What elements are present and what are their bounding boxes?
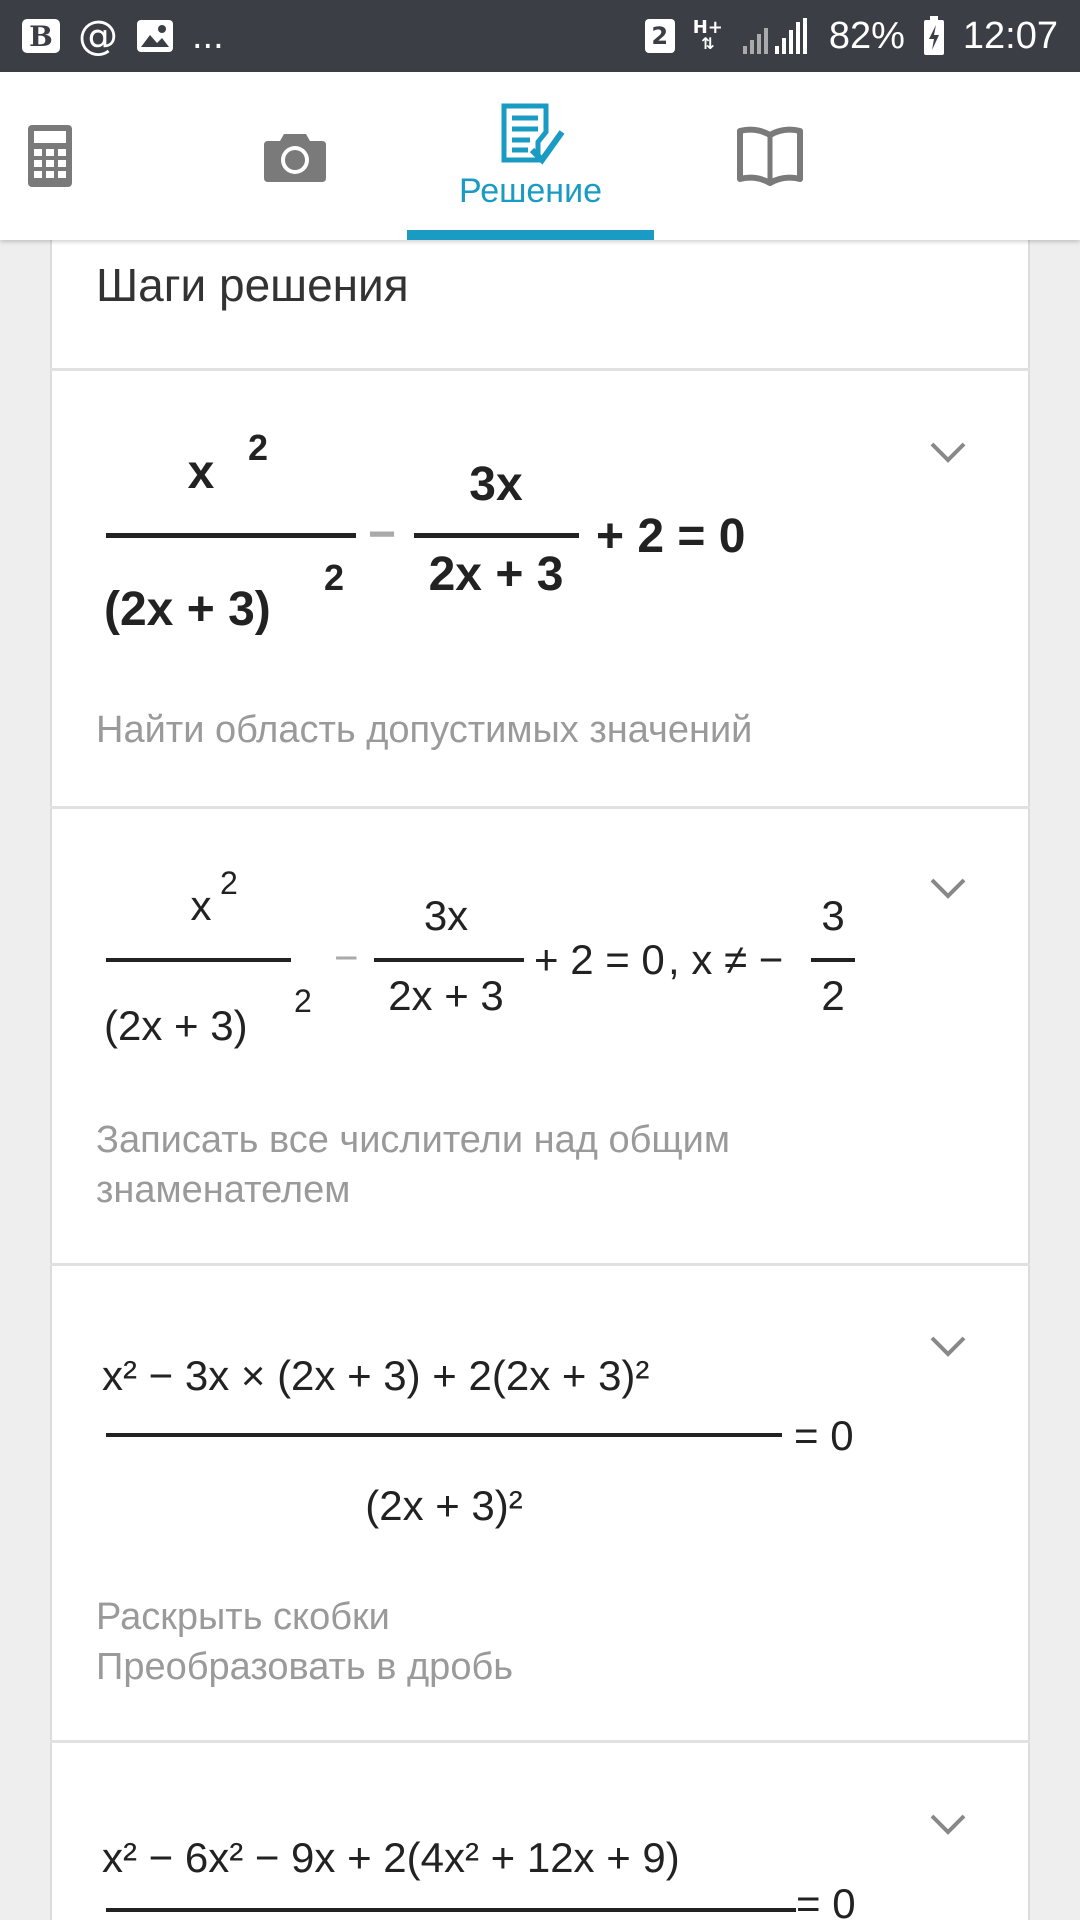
fraction-bar <box>106 1908 796 1912</box>
step1-formula[interactable] <box>96 420 796 680</box>
step2-description: Записать все числители над общим знаменателем <box>96 1119 730 1211</box>
equation-tail: + 2 = 0 <box>596 510 746 563</box>
fraction-bar <box>414 533 579 538</box>
frac2-denominator: 2x + 3 <box>428 548 564 601</box>
book-icon <box>736 125 804 187</box>
tab-solution-label: Решение <box>459 171 602 210</box>
numerator: x² − 6x² − 9x + 2(4x² + 12x + 9) <box>102 1834 680 1881</box>
battery-percent: 82% <box>828 14 905 57</box>
frac1-denominator-exponent: 2 <box>324 557 345 598</box>
card-title: Шаги решения <box>96 259 409 311</box>
battery-icon <box>923 16 945 56</box>
numerator: x² − 3x × (2x + 3) + 2(2x + 3)² <box>102 1352 650 1399</box>
tab-bar <box>0 72 1080 240</box>
divider <box>50 806 1030 809</box>
expand-step2-chevron-icon[interactable] <box>928 868 968 908</box>
equation-tail: = 0 <box>794 1412 854 1459</box>
minus-operator: − <box>368 508 397 561</box>
step1-description: Найти область допустимых значений <box>96 709 753 751</box>
tab-camera[interactable] <box>245 72 345 240</box>
fraction-bar <box>106 1433 782 1437</box>
frac1-numerator: x <box>187 446 215 499</box>
status-bar <box>0 0 1080 72</box>
frac1-numerator-exponent: 2 <box>248 427 269 468</box>
divider <box>50 1740 1030 1743</box>
step2-formula[interactable] <box>96 860 876 1090</box>
domain-condition: , x ≠ − <box>668 936 784 983</box>
tab-calculator[interactable] <box>0 72 100 240</box>
divider <box>50 368 1030 371</box>
vk-icon: B <box>22 19 60 53</box>
step4-formula[interactable] <box>96 1790 876 1920</box>
network-type: H+ ⇅ <box>692 17 723 53</box>
denominator: (2x + 3)² <box>365 1482 523 1529</box>
frac1-numerator: x <box>190 882 212 929</box>
expand-step3-chevron-icon[interactable] <box>928 1326 968 1366</box>
expand-step1-chevron-icon[interactable] <box>928 432 968 472</box>
expand-step4-chevron-icon[interactable] <box>928 1804 968 1844</box>
frac2-numerator: 3x <box>469 458 523 511</box>
frac2-numerator: 3x <box>423 892 469 939</box>
step3-formula[interactable] <box>96 1320 876 1560</box>
frac3-denominator: 2 <box>821 972 845 1019</box>
frac1-numerator-exponent: 2 <box>220 865 238 901</box>
camera-icon <box>264 130 326 182</box>
frac3-numerator: 3 <box>821 892 845 939</box>
fraction-bar <box>811 958 855 962</box>
more-notifications: ... <box>192 14 224 57</box>
frac1-denominator-exponent: 2 <box>294 983 312 1019</box>
step3-description: Раскрыть скобки Преобразовать в дробь <box>96 1596 514 1688</box>
frac1-denominator: (2x + 3) <box>104 1002 248 1049</box>
solution-icon <box>498 102 564 168</box>
at-icon: @ <box>78 13 118 59</box>
fraction-bar <box>106 533 356 538</box>
equation-tail: + 2 = 0 <box>534 936 665 983</box>
notification-badge: 2 <box>645 19 675 53</box>
image-icon <box>136 19 174 53</box>
minus-operator: − <box>334 934 359 981</box>
calculator-icon <box>28 125 72 187</box>
frac1-denominator: (2x + 3) <box>104 583 271 636</box>
fraction-bar <box>106 958 291 962</box>
tab-book[interactable] <box>720 72 820 240</box>
frac2-denominator: 2x + 3 <box>388 972 504 1019</box>
clock: 12:07 <box>962 14 1058 57</box>
tab-solution[interactable] <box>407 72 654 240</box>
equation-tail: = 0 <box>796 1880 856 1920</box>
fraction-bar <box>374 958 524 962</box>
divider <box>50 1263 1030 1266</box>
signal-icon <box>741 16 811 56</box>
active-tab-indicator <box>407 230 654 240</box>
